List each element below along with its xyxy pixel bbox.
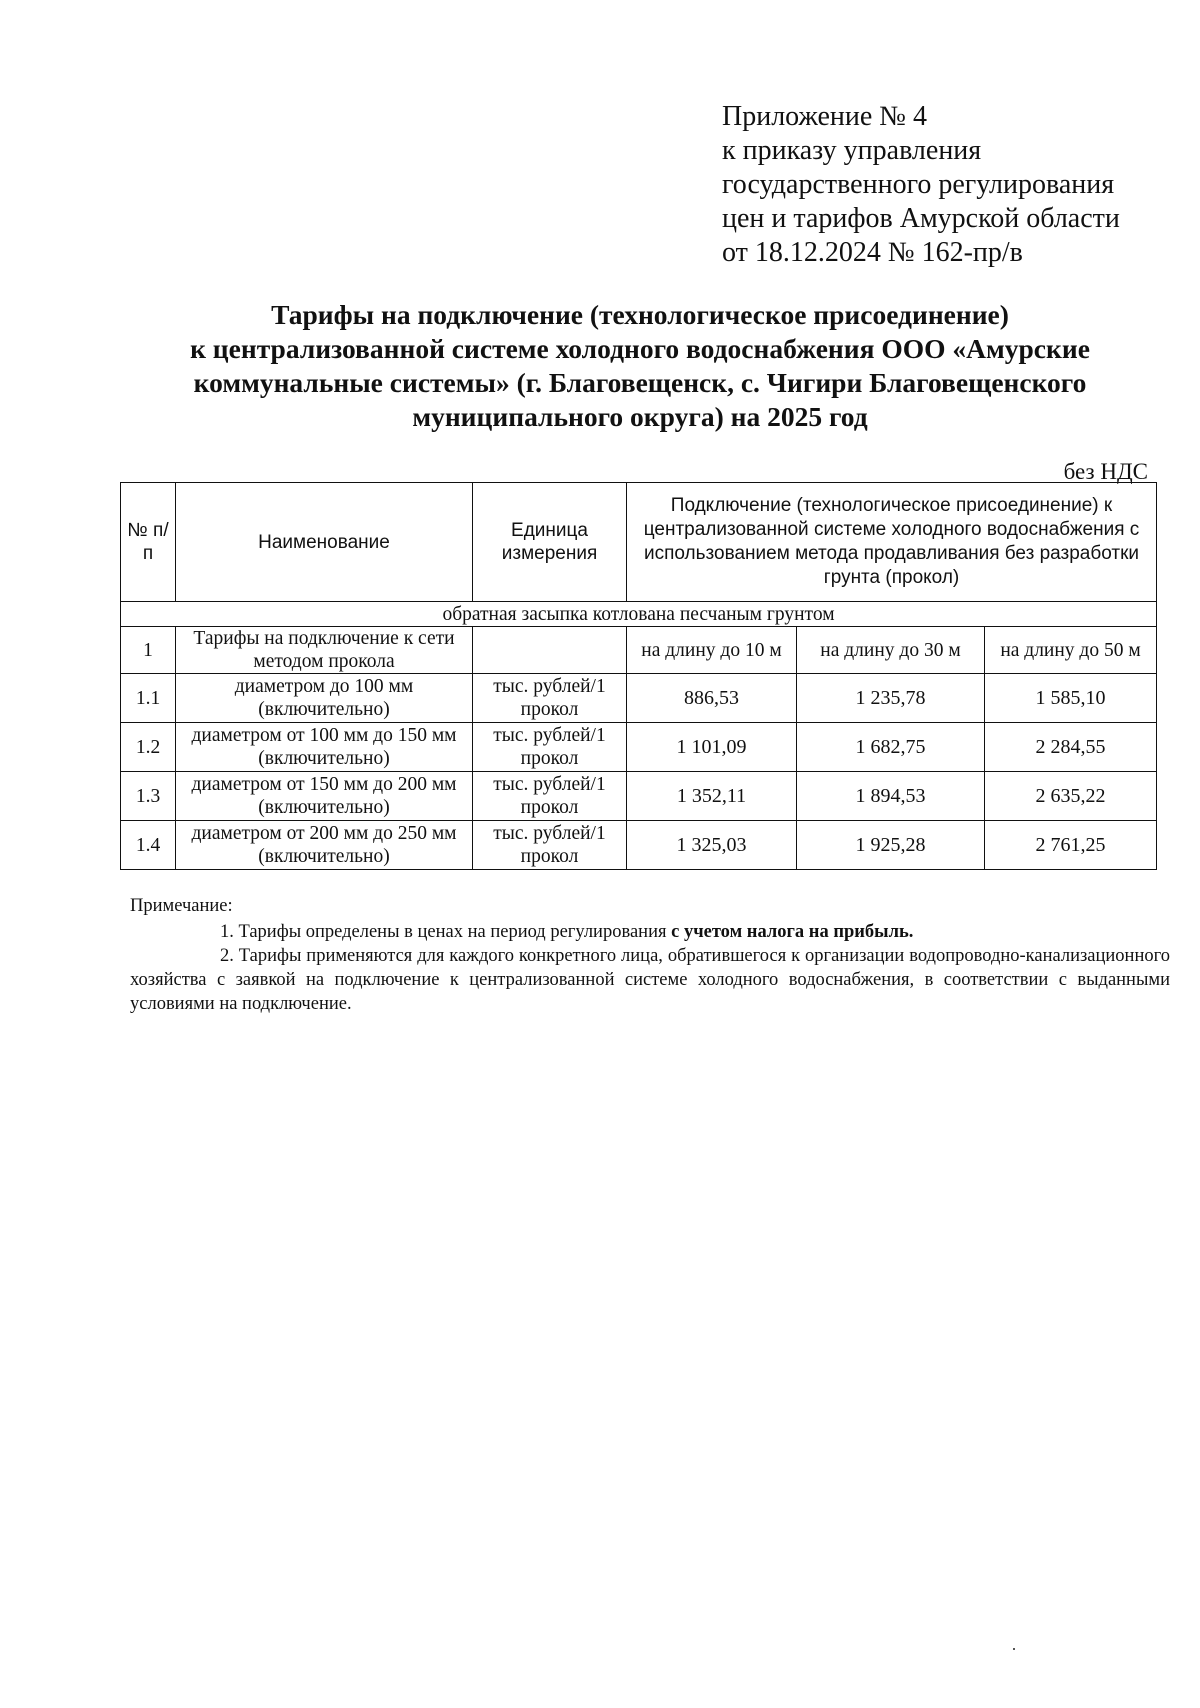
cell-value-10m: 1 352,11 [627, 772, 797, 821]
title-line: коммунальные системы» (г. Благовещенск, с. Чигири Благовещенского [193, 367, 1087, 398]
note-1 [130, 920, 1170, 944]
cell-num: 1.2 [121, 723, 176, 772]
cell-num: 1.3 [121, 772, 176, 821]
annex-line: от 18.12.2024 № 162-пр/в [722, 237, 1023, 268]
scan-speck [1013, 1648, 1015, 1650]
cell-unit: тыс. рублей/1 прокол [473, 723, 627, 772]
cell-value-50m: 2 761,25 [985, 821, 1157, 870]
document-title [150, 298, 1130, 434]
length-header-50: на длину до 50 м [985, 627, 1157, 674]
annex-line: Приложение № 4 [722, 101, 927, 132]
annex-line: государственного регулирования [722, 169, 1115, 200]
cell-value-30m: 1 894,53 [797, 772, 985, 821]
cell-value-30m: 1 235,78 [797, 674, 985, 723]
table-row [121, 674, 1157, 723]
table-row [121, 772, 1157, 821]
cell-value-50m: 2 284,55 [985, 723, 1157, 772]
annex-line: к приказу управления [722, 135, 982, 166]
section-row [121, 602, 1157, 627]
cell-value-10m: 1 325,03 [627, 821, 797, 870]
length-header-10: на длину до 10 м [627, 627, 797, 674]
cell-value-30m: 1 925,28 [797, 821, 985, 870]
table-row [121, 821, 1157, 870]
cell-unit: тыс. рублей/1 прокол [473, 772, 627, 821]
cell-name: диаметром до 100 мм (включительно) [176, 674, 473, 723]
title-line: к централизованной системе холодного водоснабжения ООО «Амурские [190, 333, 1090, 364]
cell-num: 1.1 [121, 674, 176, 723]
header-unit: Единица измерения [473, 483, 627, 602]
header-num: № п/п [121, 483, 176, 602]
cell-unit: тыс. рублей/1 прокол [473, 821, 627, 870]
cell-value-10m: 1 101,09 [627, 723, 797, 772]
length-header-30: на длину до 30 м [797, 627, 985, 674]
cell-name: диаметром от 200 мм до 250 мм (включительно) [176, 821, 473, 870]
cell-value-30m: 1 682,75 [797, 723, 985, 772]
header-connection: Подключение (технологическое присоединение) к централизованной системе холодного водоснабжения с использованием метода продавливания без разработки грунта (прокол) [627, 483, 1157, 602]
cell-value-10m: 886,53 [627, 674, 797, 723]
annex-line: цен и тарифов Амурской области [722, 203, 1120, 234]
section-label: обратная засыпка котлована песчаным грунтом [121, 602, 1157, 627]
cell-unit: тыс. рублей/1 прокол [473, 674, 627, 723]
cell-value-50m: 2 635,22 [985, 772, 1157, 821]
vat-note: без НДС [1063, 459, 1148, 484]
group-row [121, 627, 1157, 674]
header-name: Наименование [176, 483, 473, 602]
table-row [121, 723, 1157, 772]
cell-num: 1 [121, 627, 176, 674]
cell-num: 1.4 [121, 821, 176, 870]
annex-reference [722, 100, 1120, 270]
cell-unit [473, 627, 627, 674]
cell-name: диаметром от 150 мм до 200 мм (включительно) [176, 772, 473, 821]
note-2: 2. Тарифы применяются для каждого конкретного лица, обратившегося к организации водопроводно-канализационного хозяйства с заявкой на подключение к централизованной системе холодного водоснабжения, в соответствии с выданными условиями на подключение. [130, 946, 1170, 1014]
notes-block [130, 894, 1170, 1016]
notes-label: Примечание: [130, 896, 233, 916]
table-header-row [121, 483, 1157, 602]
tariff-table [120, 482, 1157, 870]
cell-value-50m: 1 585,10 [985, 674, 1157, 723]
title-line: муниципального округа) на 2025 год [412, 401, 868, 432]
note-1-bold: с учетом налога на прибыль. [671, 922, 914, 942]
cell-name: Тарифы на подключение к сети методом прокола [176, 627, 473, 674]
title-line: Тарифы на подключение (технологическое присоединение) [271, 299, 1009, 330]
cell-name: диаметром от 100 мм до 150 мм (включительно) [176, 723, 473, 772]
note-1-text: 1. Тарифы определены в ценах на период регулирования [220, 922, 672, 942]
